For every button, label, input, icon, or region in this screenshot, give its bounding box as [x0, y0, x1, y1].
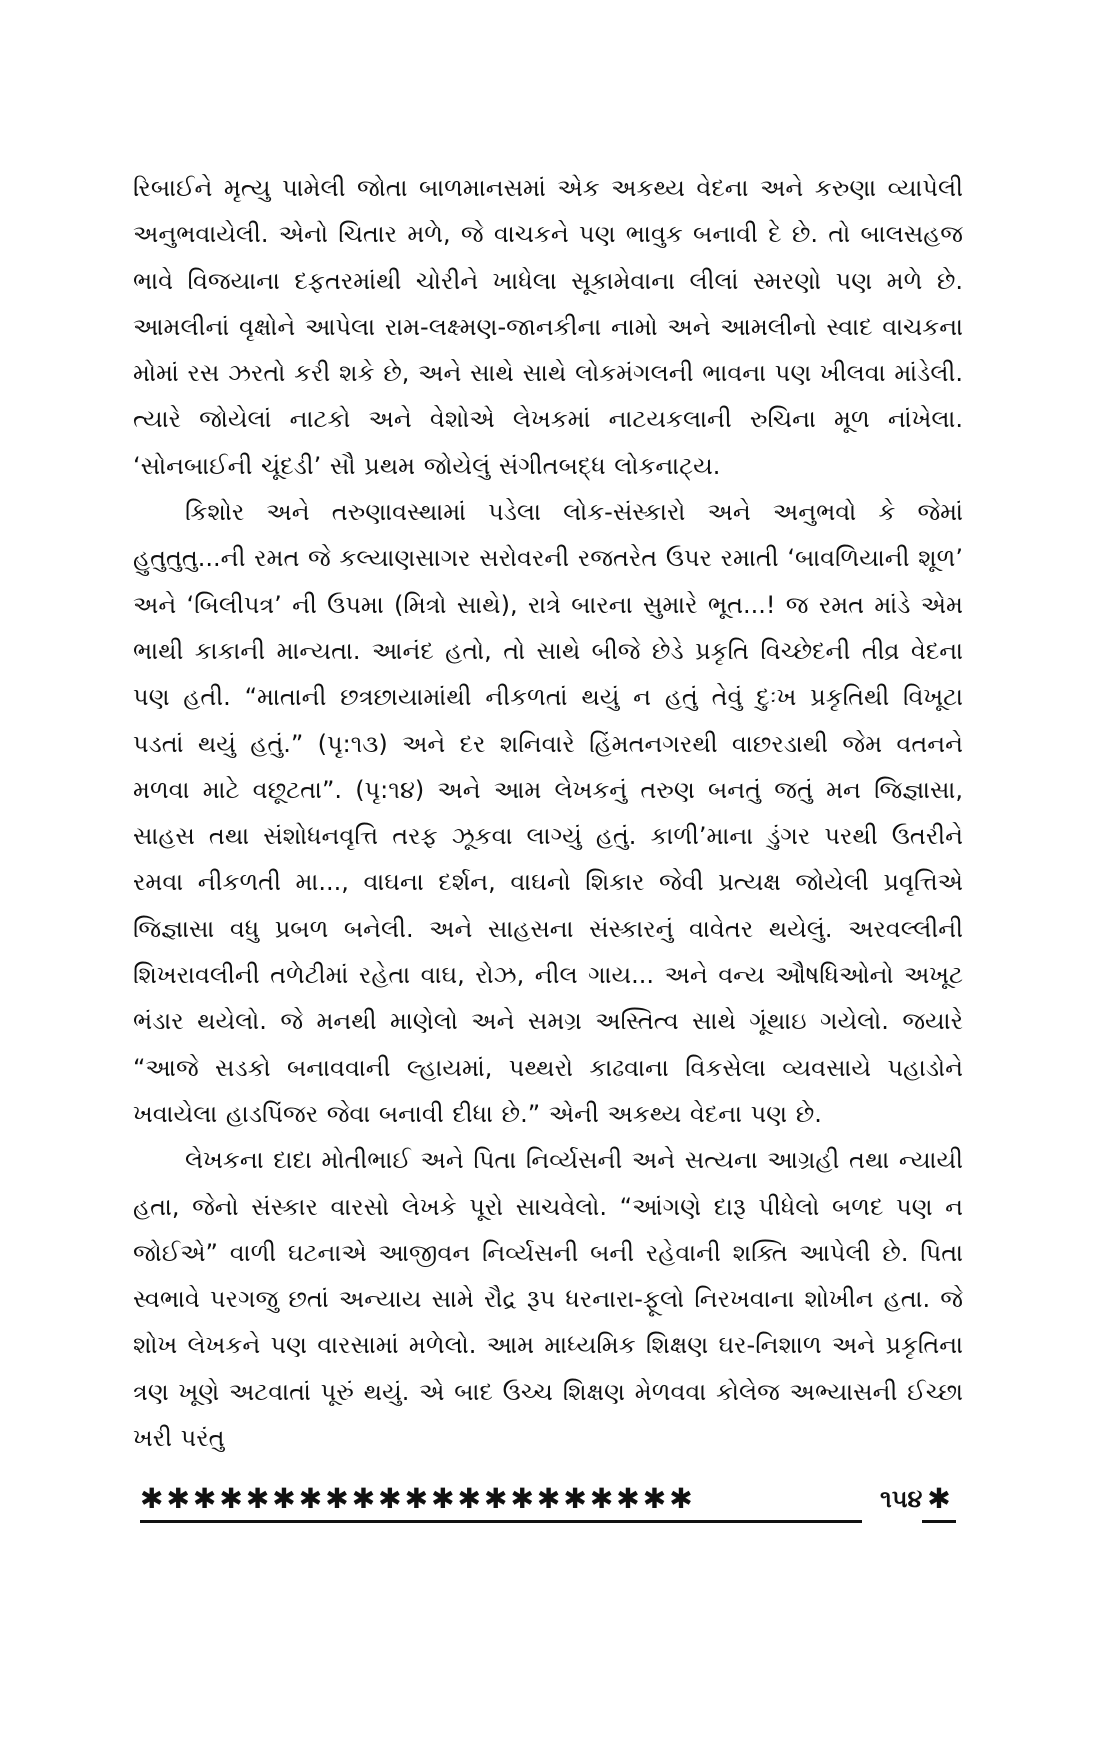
paragraph-2: કિશોર અને તરુણાવસ્થામાં પડેલા લોક-સંસ્કારો અને અનુભવો કે જેમાં હુતુતુતુ...ની રમત જે કલ્યાણસાગર સરોવરની રજતરેત ઉપર રમાતી ‘બાવળિયાની શૂળ’ અને ‘બિલીપત્ર’ ની ઉપમા (મિત્રો સાથે), રાત્રે બારના સુમારે ભૂત...! જ રમત માંડે એમ ભાથી કાકાની માન્યતા. આનંદ હતો, તો સાથે બીજે છેડે પ્રકૃતિ વિચ્છેદની તીવ્ર વેદના પણ હતી. “માતાની છત્રછાયામાંથી નીકળતાં થયું ન હતું તેવું દુઃખ પ્રકૃતિથી વિખૂટા પડતાં થયું હતું.” (પૃ:૧૩) અને દર શનિવારે હિંમતનગરથી વાછરડાથી જેમ વતનને મળવા માટે વછૂટતા”. (પૃ:૧૪) અને આમ લેખકનું તરુણ બનતું જતું મન જિજ્ઞાસા, સાહસ તથા સંશોધનવૃત્તિ તરફ ઝૂકવા લાગ્યું હતું. કાળી’માના ડુંગર પરથી ઉતરીને રમવા નીકળતી મા..., વાઘના દર્શન, વાઘનો શિકાર જેવી પ્રત્યક્ષ જોયેલી પ્રવૃત્તિએ જિજ્ઞાસા વધુ પ્રબળ બનેલી. અને સાહસના સંસ્કારનું વાવેતર થયેલું. અરવલ્લીની શિખરાવલીની તળેટીમાં રહેતા વાઘ, રોઝ, નીલ ગાય... અને વન્ય ઔષધિઓનો અખૂટ ભંડાર થયેલો. જે મનથી માણેલો અને સમગ્ર અસ્તિત્વ સાથે ગૂંથાઇ ગયેલો. જયારે “આજે સડકો બનાવવાની લ્હાયમાં, પથ્થરો કાઢવાના વિકસેલા વ્યવસાયે પહાડોને ખવાયેલા હાડપિંજર જેવા બનાવી દીધા છે.” એની અકથ્ય વેદના પણ છે.	[133, 498, 963, 1128]
paragraph-1: રિબાઈને મૃત્યુ પામેલી જોતા બાળમાનસમાં એક અકથ્ય વેદના અને કરુણા વ્યાપેલી અનુભવાયેલી. એનો ચિતાર મળે, જે વાચકને પણ ભાવુક બનાવી દે છે. તો બાલસહજ ભાવે વિજયાના દફતરમાંથી ચોરીને ખાધેલા સૂકામેવાના લીલાં સ્મરણો પણ મળે છે. આમલીનાં વૃક્ષોને આપેલા રામ-લક્ષ્મણ-જાનકીના નામો અને આમલીનો સ્વાદ વાચકના મોમાં રસ ઝરતો કરી શકે છે, અને સાથે સાથે લોકમંગલની ભાવના પણ ખીલવા માંડેલી. ત્યારે જોયેલાં નાટકો અને વેશોએ લેખકમાં નાટયકલાની રુચિના મૂળ નાંખેલા. ‘સોનબાઈની ચૂંદડી’ સૌ પ્રથમ જોયેલું સંગીતબદ્ધ લોકનાટ્ય.	[133, 174, 963, 480]
footer-end-star-icon: ✱	[922, 1480, 956, 1523]
footer-star-rule: ✱✱✱✱✱✱✱✱✱✱✱✱✱✱✱✱✱✱✱✱✱	[140, 1480, 862, 1523]
body-text	[133, 165, 963, 1461]
page-footer	[140, 1480, 955, 1522]
page-number: ૧૫૪	[880, 1485, 923, 1513]
paragraph-3: લેખકના દાદા મોતીભાઈ અને પિતા નિર્વ્યસની અને સત્યના આગ્રહી તથા ન્યાયી હતા, જેનો સંસ્કાર વારસો લેખકે પૂરો સાચવેલો. “આંગણે દારૂ પીધેલો બળદ પણ ન જોઈએ” વાળી ઘટનાએ આજીવન નિર્વ્યસની બની રહેવાની શક્તિ આપેલી છે. પિતા સ્વભાવે પરગજુ છતાં અન્યાય સામે રૌદ્ર રૂપ ધરનારા-ફૂલો નિરખવાના શોખીન હતા. જે શોખ લેખકને પણ વારસામાં મળેલો. આમ માધ્યમિક શિક્ષણ ઘર-નિશાળ અને પ્રકૃતિના ત્રણ ખૂણે અટવાતાં પૂરું થયું. એ બાદ ઉચ્ચ શિક્ષણ મેળવવા કોલેજ અભ્યાસની ઈચ્છા ખરી પરંતુ	[133, 1146, 963, 1453]
